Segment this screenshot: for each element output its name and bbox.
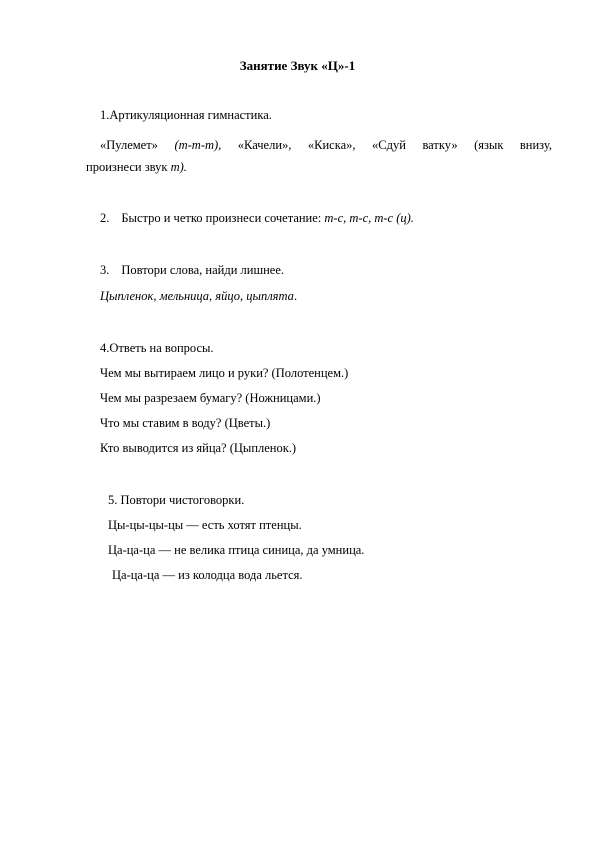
section-2 — [100, 210, 414, 226]
exercise-word: (язык — [474, 138, 504, 152]
section-3-word-list: Цыпленок, мельница, яйцо, цыплята — [100, 289, 294, 303]
exercise-word: «Киска», — [307, 138, 356, 152]
exercise-word: «Пулемет» — [100, 138, 158, 152]
section-5-heading: 5. Повтори чистоговорки. — [108, 493, 245, 507]
section-1-continuation — [86, 159, 187, 175]
section-3-words — [100, 288, 297, 304]
section-4-heading: 4.Ответь на вопросы. — [100, 341, 214, 355]
exercise-word: внизу, — [519, 138, 552, 152]
continuation-text: произнеси звук — [86, 160, 171, 174]
section-2-text: Быстро и четко произнеси сочетание: — [121, 211, 325, 225]
question-item: Чем мы разрезаем бумагу? (Ножницами.) — [100, 391, 321, 405]
page-title: Занятие Звук «Ц»-1 — [239, 58, 356, 73]
section-3-text: Повтори слова, найди лишнее. — [121, 263, 284, 277]
question-item: Кто выводится из яйца? (Цыпленок.) — [100, 441, 297, 455]
section-1-exercise-list — [100, 137, 552, 153]
tongue-twister-line: Цы-цы-цы-цы — есть хотят птенцы. — [108, 518, 302, 532]
exercise-word: «Сдуй — [372, 138, 406, 152]
question-item: Что мы ставим в воду? (Цветы.) — [100, 416, 271, 430]
exercise-word: (т-т-т), — [174, 138, 222, 152]
exercise-word: ватку» — [422, 138, 458, 152]
section-3 — [100, 262, 284, 278]
question-item: Чем мы вытираем лицо и руки? (Полотенцем.) — [100, 366, 349, 380]
tongue-twister-line: Ца-ца-ца — не велика птица синица, да умница. — [108, 543, 365, 557]
section-3-word-list-end: . — [293, 289, 298, 303]
tongue-twister-line: Ца-ца-ца — из колодца вода льется. — [112, 568, 303, 582]
section-1-heading: 1.Артикуляционная гимнастика. — [100, 108, 272, 122]
continuation-italic: т). — [170, 160, 187, 174]
exercise-word: «Качели», — [237, 138, 292, 152]
section-2-italic: т-с, т-с, т-с (ц). — [324, 211, 414, 225]
section-3-number: 3. — [100, 263, 110, 277]
section-2-number: 2. — [100, 211, 110, 225]
